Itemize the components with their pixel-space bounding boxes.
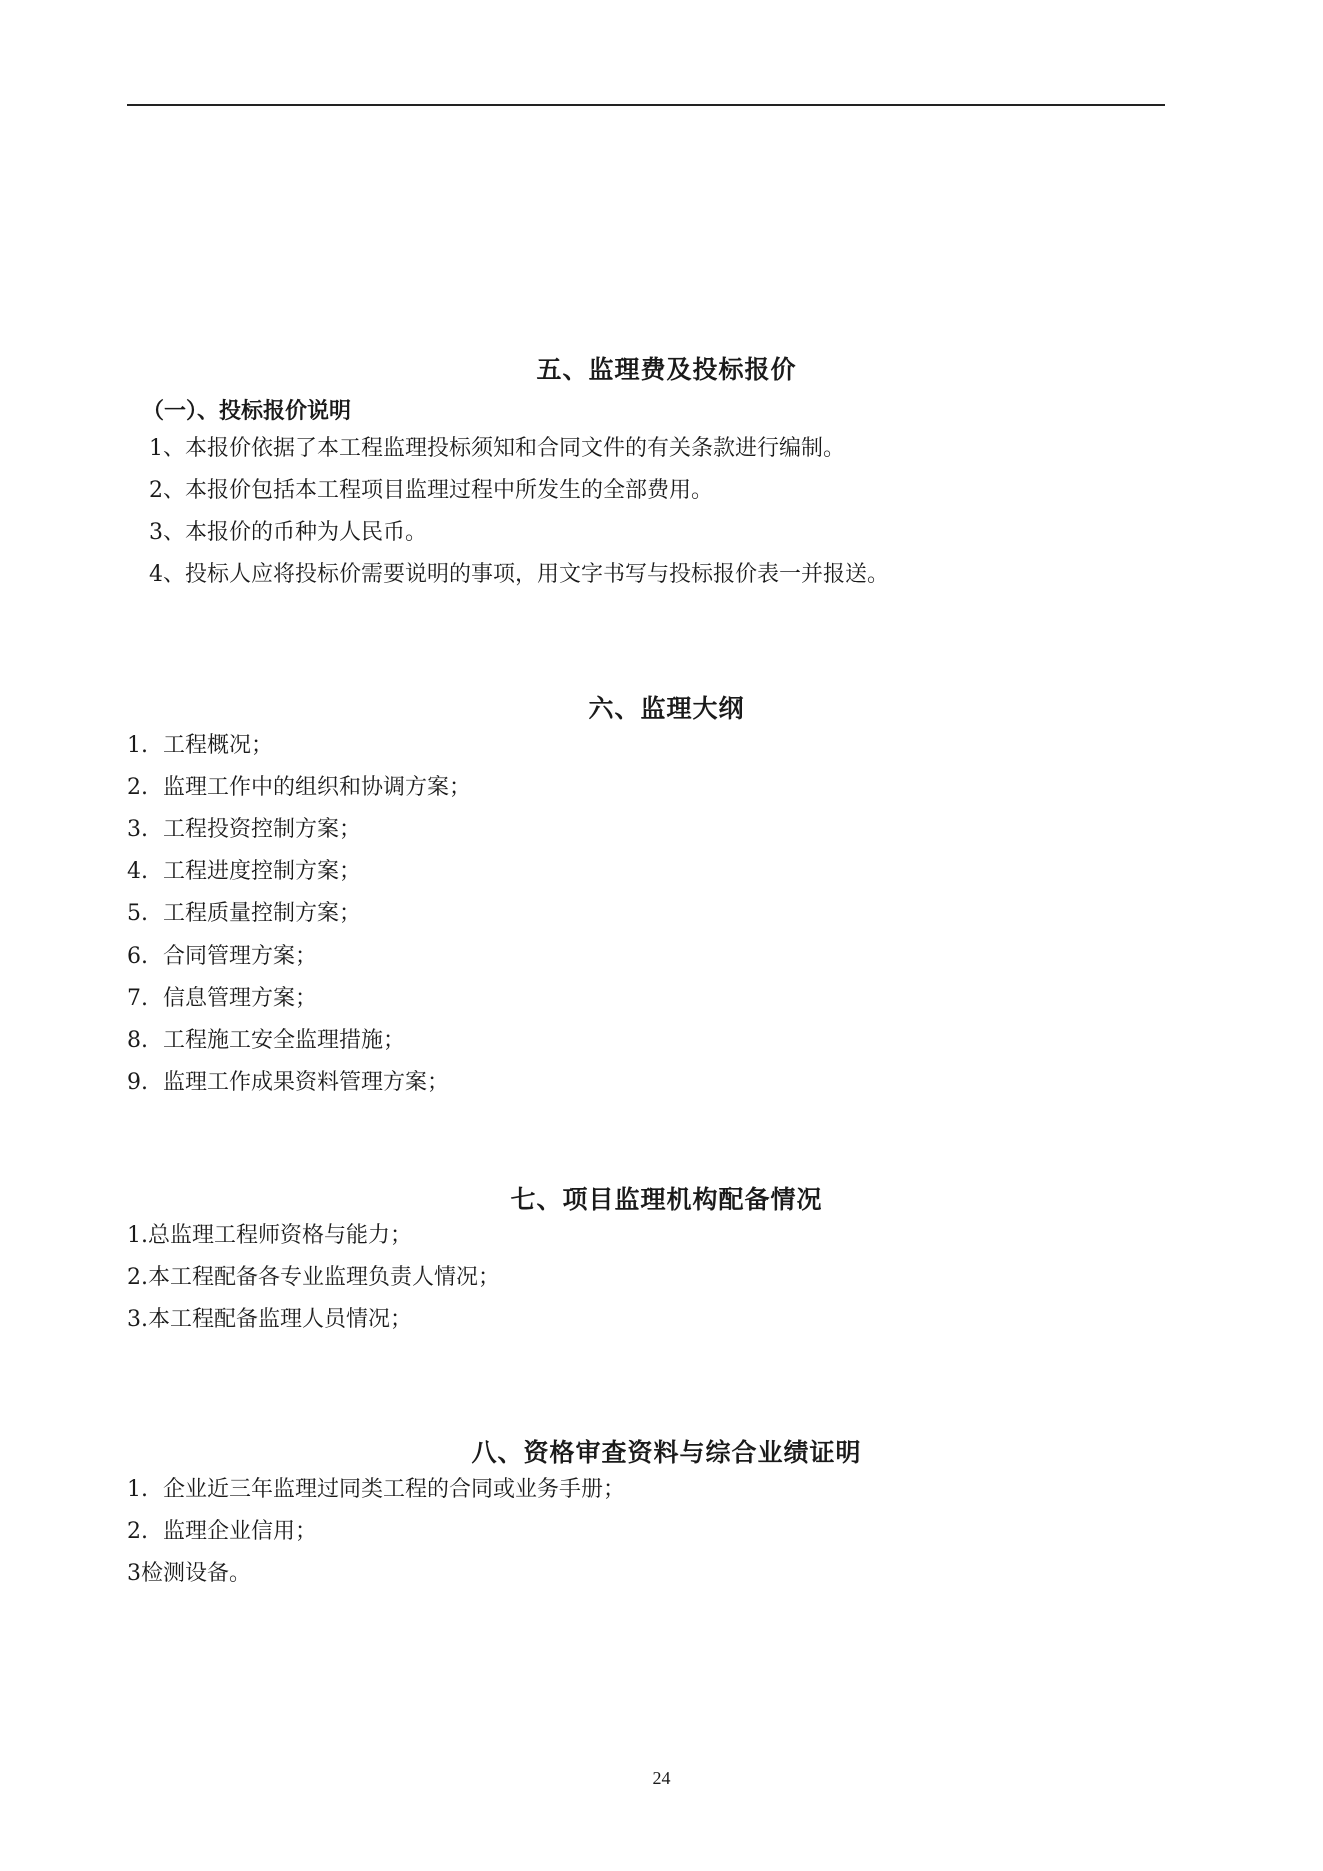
item-text: 本报价包括本工程项目监理过程中所发生的全部费用。 [185,478,714,503]
section-6-title: 六、监理大纲 [588,694,745,723]
item-text: 本报价的币种为人民币。 [185,520,428,545]
section-7-title: 七、项目监理机构配备情况 [510,1185,823,1214]
header-rule [127,104,1165,106]
section-6-item [127,777,471,799]
section-8-item [127,1563,251,1585]
item-number: 6. [127,944,148,969]
item-text: 工程质量控制方案； [163,901,362,926]
item-text: 本工程配备监理人员情况； [148,1307,413,1332]
item-text: 检测设备。 [141,1561,252,1586]
section-8-title: 八、资格审查资料与综合业绩证明 [471,1438,862,1467]
item-text: 监理工作成果资料管理方案； [163,1070,450,1095]
section-7-item [127,1309,412,1331]
item-number: 3 [127,1561,141,1586]
item-number: 3、 [149,520,185,545]
item-text: 信息管理方案； [163,986,318,1011]
section-6-item [127,819,361,841]
section-8-item [127,1479,625,1501]
item-number: 1. [127,1477,148,1502]
item-text: 监理工作中的组织和协调方案； [163,775,472,800]
section-6-item [127,735,273,757]
section-6-item [127,1072,449,1094]
section-7-item [127,1225,412,1247]
item-text: 投标人应将投标价需要说明的事项，用文字书写与投标报价表一并报送。 [185,562,890,587]
item-number: 9. [127,1070,148,1095]
item-text: 本报价依据了本工程监理投标须知和合同文件的有关条款进行编制。 [185,436,846,461]
item-number: 3. [127,1307,148,1332]
item-number: 2、 [149,478,185,503]
section-5-item [149,522,427,544]
item-text: 监理企业信用； [163,1519,318,1544]
item-text: 本工程配备各专业监理负责人情况； [148,1265,501,1290]
item-number: 3. [127,817,148,842]
item-number: 1. [127,1223,148,1248]
item-text: 工程施工安全监理措施； [163,1028,406,1053]
item-text: 总监理工程师资格与能力； [148,1223,413,1248]
section-5-subheading: （一）、投标报价说明 [142,398,352,424]
item-number: 7. [127,986,148,1011]
section-5-title: 五、监理费及投标报价 [536,355,797,384]
item-number: 5. [127,901,148,926]
item-number: 2. [127,1265,148,1290]
page-number: 24 [652,1768,671,1788]
item-number: 1. [127,733,148,758]
item-text: 工程进度控制方案； [163,859,362,884]
section-6-item [127,988,317,1010]
item-text: 工程投资控制方案； [163,817,362,842]
item-text: 企业近三年监理过同类工程的合同或业务手册； [163,1477,626,1502]
item-number: 1、 [149,436,185,461]
section-5-item [149,564,889,586]
item-text: 合同管理方案； [163,944,318,969]
section-6-item [127,861,361,883]
item-number: 8. [127,1028,148,1053]
item-number: 2. [127,1519,148,1544]
section-5-item [149,438,845,460]
item-number: 4、 [149,562,185,587]
section-7-item [127,1267,500,1289]
section-5-item [149,480,713,502]
item-number: 2. [127,775,148,800]
item-text: 工程概况； [163,733,274,758]
section-6-item [127,946,317,968]
section-6-item [127,1030,405,1052]
section-6-item [127,903,361,925]
section-8-item [127,1521,317,1543]
item-number: 4. [127,859,148,884]
